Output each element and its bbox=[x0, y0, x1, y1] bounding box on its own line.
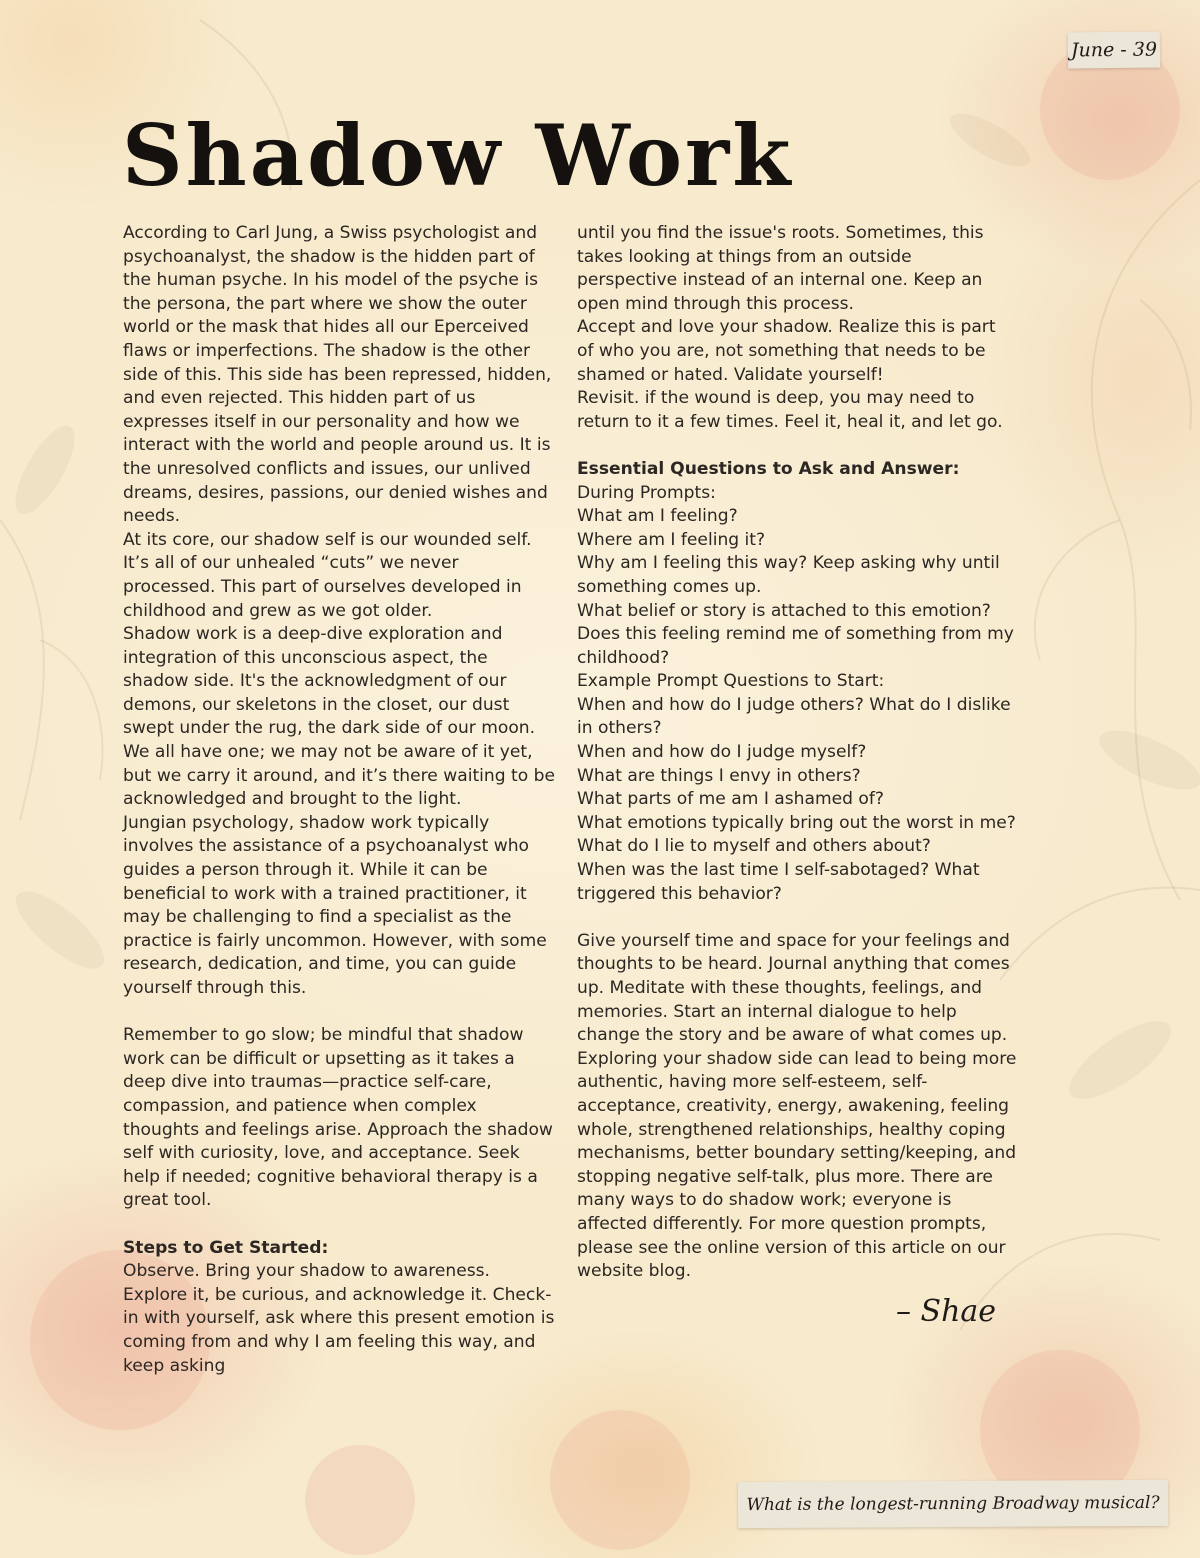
list-item: What emotions typically bring out the worst in me? bbox=[577, 812, 1016, 833]
paragraph: According to Carl Jung, a Swiss psychologist and psychoanalyst, the shadow is the hidden part of the human psyche. In his model of the psyche is the persona, the part where we show the outer world or the mask that hides all our Eperceived flaws or imperfections. The shadow is the other side of this. This side has been repressed, hidden, and even rejected. This hidden part of us expresses itself in our personality and how we interact with the world and people around us. It is the unresolved conflicts and issues, our unlived dreams, desires, passions, our denied wishes and needs. bbox=[123, 223, 552, 527]
list-item: What belief or story is attached to this emotion? bbox=[577, 600, 991, 621]
paragraph: Exploring your shadow side can lead to being more authentic, having more self-esteem, self-acceptance, creativity, energy, awakening, feeling whole, strengthened relationships, healthy coping mechanisms, better boundary setting/keeping, and stopping negative self-talk, plus more. There are many ways to do shadow work; everyone is affected differently. For more question prompts, please see the online version of this article on our website blog. bbox=[577, 1048, 1017, 1282]
list-item: When and how do I judge others? What do I dislike in others? bbox=[577, 694, 1011, 739]
paragraph: Revisit. if the wound is deep, you may need to return to it a few times. Feel it, heal it, and let go. bbox=[577, 388, 1003, 432]
paragraph: Shadow work is a deep-dive exploration and integration of this unconscious aspect, the shadow side. It's the acknowledgment of our demons, our skeletons in the closet, our dust swept under the rug, the dark side of our moon. We all have one; we may not be aware of it yet, but we carry it around, and it’s there waiting to be acknowledged and brought to the light. bbox=[123, 624, 555, 810]
list-item: Where am I feeling it? bbox=[577, 529, 766, 550]
questions-intro bbox=[577, 458, 1017, 505]
paragraph: Observe. Bring your shadow to awareness. Explore it, be curious, and acknowledge it. Check-in with yourself, ask where this present emotion is coming from and why I am feeling this way, and keep asking bbox=[123, 1261, 555, 1376]
list-item: What am I feeling? bbox=[577, 506, 738, 527]
questions-heading: Essential Questions to Ask and Answer: bbox=[577, 458, 960, 479]
section-heading bbox=[123, 1237, 555, 1261]
list-item: What parts of me am I ashamed of? bbox=[577, 789, 884, 810]
article-column-left bbox=[123, 222, 555, 1378]
steps-heading: Steps to Get Started: bbox=[123, 1237, 329, 1258]
list-item: Does this feeling remind me of something from my childhood? bbox=[577, 624, 1014, 668]
article-column-right bbox=[577, 222, 1017, 1284]
paragraph: Give yourself time and space for your feelings and thoughts to be heard. Journal anything that comes up. Meditate with these thoughts, feelings, and memories. Start an internal dialogue to help change the story and be aware of what comes up. bbox=[577, 930, 1010, 1046]
article-title: Shadow Work bbox=[122, 106, 794, 205]
paragraph: Remember to go slow; be mindful that shadow work can be difficult or upsetting as it takes a deep dive into traumas—practice self-care, compassion, and patience when complex thoughts and feelings arise. Approach the shadow self with curiosity, love, and acceptance. Seek help if needed; cognitive behavioral therapy is a great tool. bbox=[123, 1025, 553, 1211]
page-number-tag: June - 39 bbox=[1068, 32, 1160, 69]
list-heading: Example Prompt Questions to Start: bbox=[577, 671, 885, 692]
author-signature: – Shae bbox=[896, 1294, 997, 1329]
list-item: Why am I feeling this way? Keep asking why until something comes up. bbox=[577, 553, 1000, 597]
paragraph: At its core, our shadow self is our wounded self. It’s all of our unhealed “cuts” we never processed. This part of ourselves developed in childhood and grew as we got older. bbox=[123, 529, 532, 621]
list-item: What are things I envy in others? bbox=[577, 765, 861, 786]
paragraph: until you find the issue's roots. Sometimes, this takes looking at things from an outside perspective instead of an internal one. Keep an open mind through this process. bbox=[577, 223, 984, 314]
list-item: When and how do I judge myself? bbox=[577, 742, 867, 763]
paragraph: Jungian psychology, shadow work typically involves the assistance of a psychoanalyst who guides a person through it. While it can be beneficial to work with a trained practitioner, it may be challenging to find a specialist as the practice is fairly uncommon. However, with some research, dedication, and time, you can guide yourself through this. bbox=[123, 812, 547, 998]
paragraph: Accept and love your shadow. Realize this is part of who you are, not something that needs to be shamed or hated. Validate yourself! bbox=[577, 317, 996, 385]
list-item: When was the last time I self-sabotaged? What triggered this behavior? bbox=[577, 860, 980, 904]
list-item: What do I lie to myself and others about? bbox=[577, 836, 931, 857]
trivia-question-tag: What is the longest-running Broadway musical? bbox=[738, 1480, 1168, 1528]
questions-intro-text: During Prompts: bbox=[577, 482, 716, 503]
